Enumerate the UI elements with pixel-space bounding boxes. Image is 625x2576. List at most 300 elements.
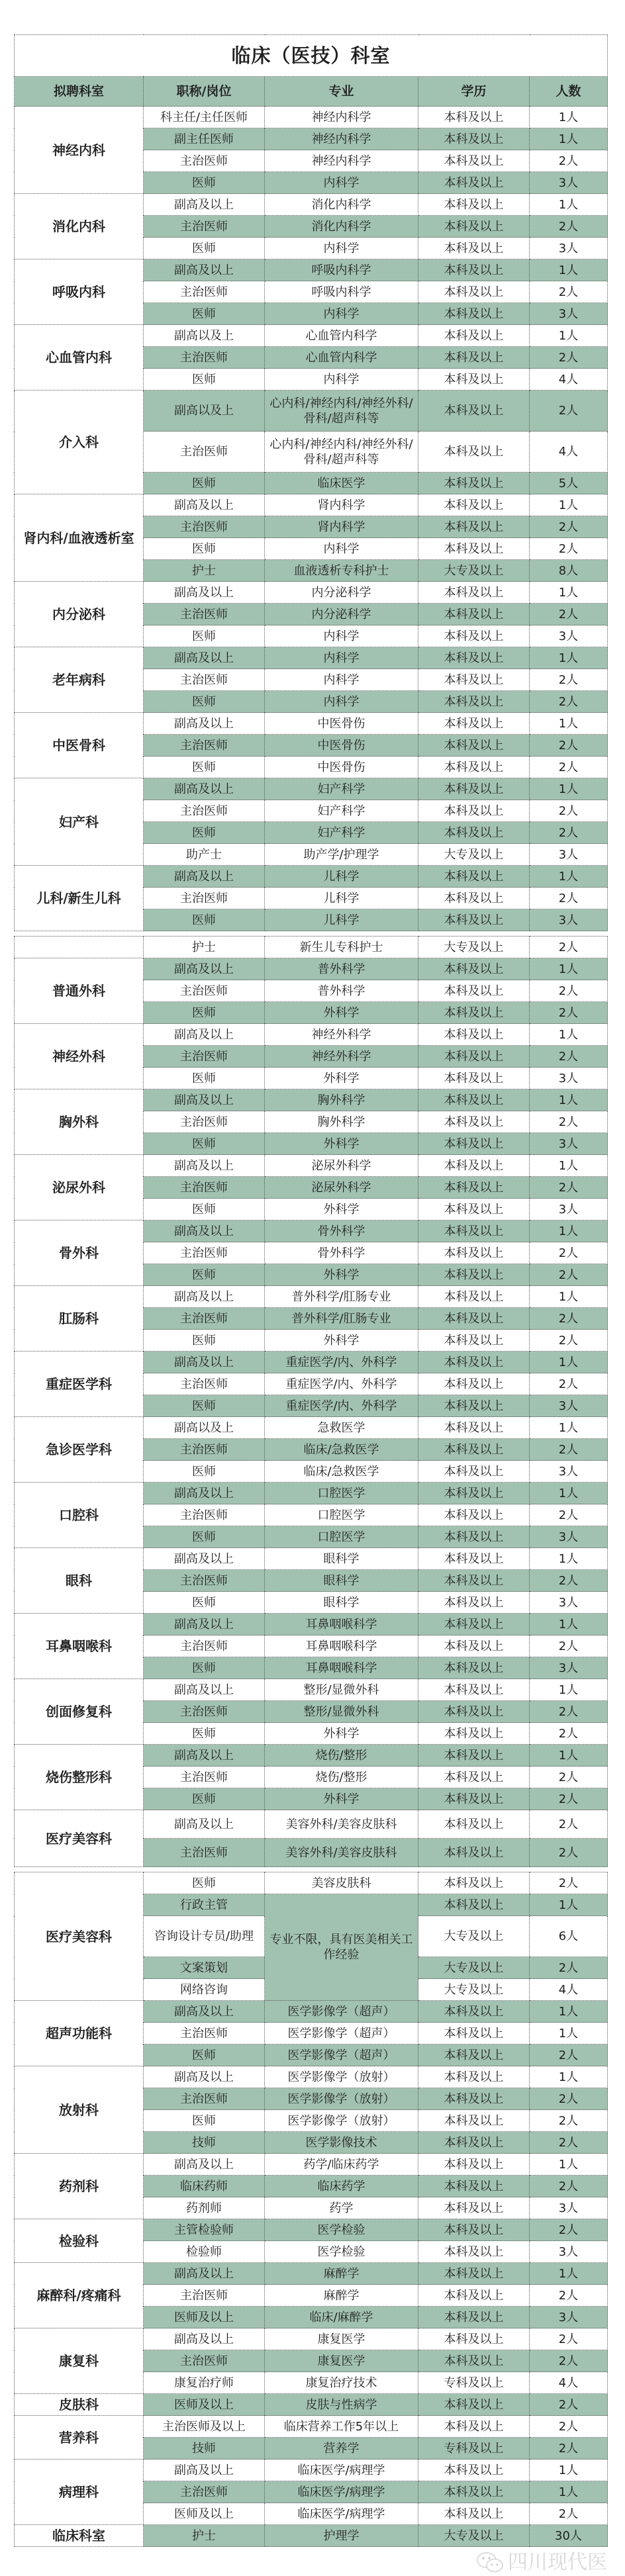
headcount-cell: 1人 <box>530 1024 608 1046</box>
position-cell: 副高及以上 <box>144 2001 265 2023</box>
position-cell: 主治医师 <box>144 1373 265 1395</box>
headcount-cell: 3人 <box>530 1592 608 1614</box>
position-cell: 医师 <box>144 1723 265 1745</box>
position-cell: 副高及以上 <box>144 1483 265 1504</box>
headcount-cell: 1人 <box>530 1155 608 1177</box>
position-cell: 副高及以上 <box>144 1089 265 1111</box>
headcount-cell: 3人 <box>530 238 608 259</box>
table-row <box>15 194 608 216</box>
table-row <box>15 1483 608 1504</box>
column-header: 职称/岗位 <box>144 77 265 107</box>
education-cell: 本科及以上 <box>418 150 530 172</box>
headcount-cell: 2人 <box>530 347 608 369</box>
department-cell: 老年病科 <box>15 647 144 713</box>
position-cell: 副高及以上 <box>144 1745 265 1767</box>
major-cell: 康复医学 <box>265 2350 418 2372</box>
department-cell: 儿科/新生儿科 <box>15 866 144 931</box>
education-cell: 本科及以上 <box>418 2110 530 2132</box>
major-cell: 泌尿外科学 <box>265 1155 418 1177</box>
position-cell: 医师 <box>144 625 265 647</box>
major-cell: 呼吸内科学 <box>265 281 418 303</box>
education-cell: 本科及以上 <box>418 1133 530 1155</box>
major-cell: 消化内科学 <box>265 194 418 216</box>
major-cell: 肾内科学 <box>265 494 418 516</box>
headcount-cell: 1人 <box>530 2023 608 2045</box>
headcount-cell: 1人 <box>530 107 608 128</box>
headcount-cell: 2人 <box>530 1242 608 1264</box>
position-cell: 医师 <box>144 1264 265 1286</box>
education-cell: 本科及以上 <box>418 2481 530 2503</box>
position-cell: 副高及以上 <box>144 1024 265 1046</box>
major-cell: 中医骨伤 <box>265 735 418 757</box>
headcount-cell: 3人 <box>530 1395 608 1417</box>
position-cell: 主治医师 <box>144 1439 265 1461</box>
table-row <box>15 107 608 128</box>
education-cell: 本科及以上 <box>418 1810 530 1839</box>
department-cell: 神经内科 <box>15 107 144 194</box>
headcount-cell: 2人 <box>530 1810 608 1839</box>
education-cell: 本科及以上 <box>418 194 530 216</box>
headcount-cell: 2人 <box>530 2088 608 2110</box>
major-cell: 神经外科学 <box>265 1046 418 1068</box>
major-cell: 妇产科学 <box>265 778 418 800</box>
position-cell: 副高及以上 <box>144 1155 265 1177</box>
education-cell: 本科及以上 <box>418 1330 530 1352</box>
recruitment-table-section <box>14 1872 608 2547</box>
position-cell: 副高及以上 <box>144 1679 265 1701</box>
department-cell: 消化内科 <box>15 194 144 259</box>
headcount-cell: 2人 <box>530 2110 608 2132</box>
education-cell: 本科及以上 <box>418 259 530 281</box>
department-cell: 妇产科 <box>15 778 144 866</box>
table-row <box>15 713 608 735</box>
department-cell <box>15 937 144 958</box>
education-cell: 本科及以上 <box>418 757 530 778</box>
department-cell: 烧伤整形科 <box>15 1745 144 1810</box>
department-cell: 口腔科 <box>15 1483 144 1548</box>
position-cell: 主治医师 <box>144 516 265 538</box>
headcount-cell: 2人 <box>530 735 608 757</box>
major-cell: 内科学 <box>265 669 418 691</box>
headcount-cell: 4人 <box>530 2372 608 2394</box>
headcount-cell: 1人 <box>530 1894 608 1916</box>
education-cell: 本科及以上 <box>418 1483 530 1504</box>
major-cell: 外科学 <box>265 1068 418 1089</box>
position-cell: 副高及以上 <box>144 1548 265 1570</box>
recruitment-table-section <box>14 936 608 1867</box>
position-cell: 副高及以上 <box>144 647 265 669</box>
headcount-cell: 2人 <box>530 1308 608 1330</box>
major-cell: 美容外科/美容皮肤科 <box>265 1810 418 1839</box>
position-cell: 主治医师 <box>144 2088 265 2110</box>
position-cell: 主治医师 <box>144 1046 265 1068</box>
headcount-cell: 2人 <box>530 538 608 560</box>
major-cell: 临床医学 <box>265 473 418 494</box>
headcount-cell: 2人 <box>530 1504 608 1526</box>
recruitment-table-container <box>14 34 607 2576</box>
major-cell: 心内科/神经内科/神经外科/骨科/超声科等 <box>265 391 418 432</box>
education-cell: 本科及以上 <box>418 1111 530 1133</box>
column-header: 拟聘科室 <box>15 77 144 107</box>
education-cell: 本科及以上 <box>418 1839 530 1867</box>
table-row <box>15 2263 608 2285</box>
headcount-cell: 3人 <box>530 1133 608 1155</box>
headcount-cell: 1人 <box>530 1548 608 1570</box>
education-cell: 大专及以上 <box>418 1957 530 1979</box>
headcount-cell: 2人 <box>530 2438 608 2460</box>
major-cell: 骨外科学 <box>265 1220 418 1242</box>
position-cell: 主治医师 <box>144 735 265 757</box>
table-row <box>15 2001 608 2023</box>
position-cell: 技师 <box>144 2132 265 2154</box>
headcount-cell: 1人 <box>530 1417 608 1439</box>
major-cell: 医学影像学（放射） <box>265 2110 418 2132</box>
education-cell: 本科及以上 <box>418 1046 530 1068</box>
education-cell: 本科及以上 <box>418 1872 530 1894</box>
education-cell: 本科及以上 <box>418 582 530 604</box>
education-cell: 本科及以上 <box>418 1199 530 1220</box>
major-cell: 神经外科学 <box>265 1024 418 1046</box>
major-cell: 药学/临床药学 <box>265 2154 418 2176</box>
education-cell: 本科及以上 <box>418 1679 530 1701</box>
table-row <box>15 1872 608 1894</box>
headcount-cell: 2人 <box>530 2045 608 2066</box>
education-cell: 本科及以上 <box>418 128 530 150</box>
major-cell: 胸外科学 <box>265 1111 418 1133</box>
major-cell: 医学检验 <box>265 2241 418 2263</box>
table-row <box>15 1614 608 1635</box>
position-cell: 医师 <box>144 822 265 844</box>
education-cell: 本科及以上 <box>418 1002 530 1024</box>
position-cell: 副高以及上 <box>144 391 265 432</box>
education-cell: 本科及以上 <box>418 1439 530 1461</box>
watermark <box>14 2550 607 2576</box>
position-cell: 主治医师 <box>144 604 265 625</box>
position-cell: 主治医师 <box>144 1570 265 1592</box>
major-cell: 营养学 <box>265 2438 418 2460</box>
headcount-cell: 1人 <box>530 1679 608 1701</box>
position-cell: 医师 <box>144 303 265 325</box>
headcount-cell: 2人 <box>530 2416 608 2438</box>
position-cell: 网络咨询 <box>144 1979 265 2001</box>
education-cell: 本科及以上 <box>418 669 530 691</box>
position-cell: 临床药师 <box>144 2176 265 2197</box>
table-row <box>15 1745 608 1767</box>
position-cell: 医师 <box>144 2110 265 2132</box>
education-cell: 本科及以上 <box>418 888 530 909</box>
position-cell: 技师 <box>144 2438 265 2460</box>
education-cell: 本科及以上 <box>418 1286 530 1308</box>
position-cell: 医师 <box>144 538 265 560</box>
headcount-cell: 1人 <box>530 128 608 150</box>
education-cell: 本科及以上 <box>418 107 530 128</box>
department-cell: 介入科 <box>15 391 144 494</box>
major-cell: 眼科学 <box>265 1548 418 1570</box>
department-cell: 普通外科 <box>15 958 144 1024</box>
headcount-cell: 5人 <box>530 473 608 494</box>
position-cell: 检验师 <box>144 2241 265 2263</box>
education-cell: 本科及以上 <box>418 713 530 735</box>
table-row <box>15 1220 608 1242</box>
table-row <box>15 259 608 281</box>
headcount-cell: 2人 <box>530 1723 608 1745</box>
major-cell: 麻醉学 <box>265 2285 418 2307</box>
education-cell: 本科及以上 <box>418 473 530 494</box>
position-cell: 副高及以上 <box>144 1810 265 1839</box>
headcount-cell: 1人 <box>530 958 608 980</box>
headcount-cell: 2人 <box>530 800 608 822</box>
major-cell: 烧伤/整形 <box>265 1745 418 1767</box>
major-cell: 康复医学 <box>265 2328 418 2350</box>
position-cell: 护士 <box>144 937 265 958</box>
position-cell: 主治医师及以上 <box>144 2416 265 2438</box>
education-cell: 本科及以上 <box>418 1373 530 1395</box>
department-cell: 泌尿外科 <box>15 1155 144 1220</box>
education-cell: 本科及以上 <box>418 2132 530 2154</box>
education-cell: 本科及以上 <box>418 1264 530 1286</box>
education-cell: 专科及以上 <box>418 2372 530 2394</box>
position-cell: 副高以及上 <box>144 1417 265 1439</box>
headcount-cell: 2人 <box>530 1788 608 1810</box>
page-break <box>14 931 607 936</box>
major-cell: 内科学 <box>265 238 418 259</box>
position-cell: 主治医师 <box>144 800 265 822</box>
education-cell: 本科及以上 <box>418 2503 530 2525</box>
major-cell: 消化内科学 <box>265 216 418 238</box>
department-cell: 中医骨科 <box>15 713 144 778</box>
major-cell: 麻醉学 <box>265 2263 418 2285</box>
major-cell: 心血管内科学 <box>265 347 418 369</box>
position-cell: 主治医师 <box>144 980 265 1002</box>
major-cell: 普外科学/肛肠专业 <box>265 1286 418 1308</box>
headcount-cell: 2人 <box>530 1957 608 1979</box>
column-header: 人数 <box>530 77 608 107</box>
department-cell: 肛肠科 <box>15 1286 144 1352</box>
headcount-cell: 3人 <box>530 2197 608 2219</box>
position-cell: 主治医师 <box>144 432 265 473</box>
education-cell: 本科及以上 <box>418 1461 530 1483</box>
watermark-text: 四川现代医 <box>508 2551 607 2574</box>
headcount-cell: 3人 <box>530 172 608 194</box>
headcount-cell: 2人 <box>530 1570 608 1592</box>
table-row <box>15 647 608 669</box>
headcount-cell: 2人 <box>530 604 608 625</box>
headcount-cell: 2人 <box>530 757 608 778</box>
position-cell: 行政主管 <box>144 1894 265 1916</box>
headcount-cell: 1人 <box>530 1745 608 1767</box>
major-cell: 儿科学 <box>265 888 418 909</box>
position-cell: 副高及以上 <box>144 1220 265 1242</box>
department-cell: 耳鼻咽喉科 <box>15 1614 144 1679</box>
page-break <box>14 1867 607 1872</box>
major-cell: 临床/急救医学 <box>265 1461 418 1483</box>
education-cell: 本科及以上 <box>418 1177 530 1199</box>
position-cell: 副高及以上 <box>144 494 265 516</box>
department-cell: 重症医学科 <box>15 1352 144 1417</box>
education-cell: 本科及以上 <box>418 2197 530 2219</box>
headcount-cell: 4人 <box>530 432 608 473</box>
education-cell: 本科及以上 <box>418 1788 530 1810</box>
table-row <box>15 1155 608 1177</box>
education-cell: 本科及以上 <box>418 2176 530 2197</box>
table-row <box>15 2416 608 2438</box>
education-cell: 本科及以上 <box>418 172 530 194</box>
major-cell: 外科学 <box>265 1330 418 1352</box>
table-row <box>15 1548 608 1570</box>
department-cell: 放射科 <box>15 2066 144 2154</box>
position-cell: 副高及以上 <box>144 2460 265 2481</box>
position-cell: 主治医师 <box>144 669 265 691</box>
table-row <box>15 958 608 980</box>
education-cell: 本科及以上 <box>418 1526 530 1548</box>
education-cell: 本科及以上 <box>418 2154 530 2176</box>
position-cell: 医师 <box>144 1330 265 1352</box>
table-row <box>15 1024 608 1046</box>
department-cell: 检验科 <box>15 2219 144 2263</box>
department-cell: 肾内科/血液透析室 <box>15 494 144 582</box>
position-cell: 医师 <box>144 909 265 931</box>
position-cell: 科主任/主任医师 <box>144 107 265 128</box>
major-cell: 重症医学/内、外科学 <box>265 1352 418 1373</box>
position-cell: 医师 <box>144 1461 265 1483</box>
headcount-cell: 30人 <box>530 2525 608 2547</box>
education-cell: 本科及以上 <box>418 2045 530 2066</box>
major-cell: 临床/急救医学 <box>265 1439 418 1461</box>
position-cell: 主治医师 <box>144 347 265 369</box>
education-cell: 本科及以上 <box>418 281 530 303</box>
major-cell: 新生儿专科护士 <box>265 937 418 958</box>
headcount-cell: 2人 <box>530 2503 608 2525</box>
position-cell: 副高以及上 <box>144 325 265 347</box>
major-cell: 整形/显微外科 <box>265 1679 418 1701</box>
headcount-cell: 1人 <box>530 1220 608 1242</box>
headcount-cell: 1人 <box>530 778 608 800</box>
headcount-cell: 2人 <box>530 1002 608 1024</box>
education-cell: 本科及以上 <box>418 1242 530 1264</box>
column-header: 专业 <box>265 77 418 107</box>
education-cell: 本科及以上 <box>418 625 530 647</box>
major-cell: 医学影像学（放射） <box>265 2066 418 2088</box>
education-cell: 本科及以上 <box>418 2416 530 2438</box>
position-cell: 医师 <box>144 238 265 259</box>
major-cell: 临床医学/病理学 <box>265 2460 418 2481</box>
education-cell: 本科及以上 <box>418 2219 530 2241</box>
position-cell: 副高及以上 <box>144 194 265 216</box>
headcount-cell: 2人 <box>530 2394 608 2416</box>
headcount-cell: 3人 <box>530 844 608 866</box>
education-cell: 本科及以上 <box>418 303 530 325</box>
major-cell: 内科学 <box>265 691 418 713</box>
major-cell: 临床营养工作5年以上 <box>265 2416 418 2438</box>
table-row <box>15 937 608 958</box>
major-cell: 外科学 <box>265 1723 418 1745</box>
major-cell: 内科学 <box>265 303 418 325</box>
headcount-cell: 1人 <box>530 582 608 604</box>
position-cell: 副高及以上 <box>144 2154 265 2176</box>
headcount-cell: 3人 <box>530 1461 608 1483</box>
position-cell: 医师 <box>144 1657 265 1679</box>
position-cell: 主治医师 <box>144 281 265 303</box>
education-cell: 本科及以上 <box>418 516 530 538</box>
education-cell: 本科及以上 <box>418 494 530 516</box>
headcount-cell: 1人 <box>530 713 608 735</box>
department-cell: 医疗美容科 <box>15 1872 144 2001</box>
major-cell: 内科学 <box>265 647 418 669</box>
position-cell: 主治医师 <box>144 2350 265 2372</box>
headcount-cell: 1人 <box>530 2154 608 2176</box>
position-cell: 医师 <box>144 172 265 194</box>
major-cell: 护理学 <box>265 2525 418 2547</box>
education-cell: 本科及以上 <box>418 2066 530 2088</box>
position-cell: 医师 <box>144 691 265 713</box>
education-cell: 本科及以上 <box>418 432 530 473</box>
department-cell: 药剂科 <box>15 2154 144 2219</box>
position-cell: 副高及以上 <box>144 778 265 800</box>
table-header-row <box>15 77 608 107</box>
headcount-cell: 2人 <box>530 2176 608 2197</box>
education-cell: 本科及以上 <box>418 1745 530 1767</box>
headcount-cell: 2人 <box>530 669 608 691</box>
major-cell: 美容外科/美容皮肤科 <box>265 1839 418 1867</box>
major-cell: 医学检验 <box>265 2219 418 2241</box>
education-cell: 大专及以上 <box>418 560 530 582</box>
major-cell: 泌尿外科学 <box>265 1177 418 1199</box>
major-cell: 普外科学 <box>265 958 418 980</box>
position-cell: 主治医师 <box>144 216 265 238</box>
headcount-cell: 2人 <box>530 2350 608 2372</box>
headcount-cell: 1人 <box>530 2066 608 2088</box>
headcount-cell: 1人 <box>530 1352 608 1373</box>
education-cell: 本科及以上 <box>418 2001 530 2023</box>
education-cell: 本科及以上 <box>418 1395 530 1417</box>
headcount-cell: 1人 <box>530 259 608 281</box>
headcount-cell: 2人 <box>530 2219 608 2241</box>
major-cell: 内分泌科学 <box>265 604 418 625</box>
education-cell: 本科及以上 <box>418 1592 530 1614</box>
major-cell: 普外科学/肛肠专业 <box>265 1308 418 1330</box>
position-cell: 医师 <box>144 1199 265 1220</box>
position-cell: 副高及以上 <box>144 2328 265 2350</box>
headcount-cell: 2人 <box>530 2132 608 2154</box>
major-cell: 皮肤与性病学 <box>265 2394 418 2416</box>
headcount-cell: 1人 <box>530 325 608 347</box>
table-row <box>15 866 608 888</box>
education-cell: 本科及以上 <box>418 866 530 888</box>
headcount-cell: 2人 <box>530 391 608 432</box>
major-cell: 心血管内科学 <box>265 325 418 347</box>
major-cell: 神经内科学 <box>265 128 418 150</box>
position-cell: 副高及以上 <box>144 582 265 604</box>
major-cell: 普外科学 <box>265 980 418 1002</box>
table-row <box>15 778 608 800</box>
department-cell: 康复科 <box>15 2328 144 2394</box>
education-cell: 本科及以上 <box>418 735 530 757</box>
position-cell: 主治医师 <box>144 1242 265 1264</box>
position-cell: 医师 <box>144 1788 265 1810</box>
position-cell: 医师 <box>144 1592 265 1614</box>
position-cell: 主治医师 <box>144 2481 265 2503</box>
headcount-cell: 1人 <box>530 2263 608 2285</box>
major-cell: 内分泌科学 <box>265 582 418 604</box>
major-cell: 医学影像学（超声） <box>265 2045 418 2066</box>
position-cell: 主治医师 <box>144 1504 265 1526</box>
department-cell: 急诊医学科 <box>15 1417 144 1483</box>
table-row <box>15 2460 608 2481</box>
position-cell: 副高及以上 <box>144 713 265 735</box>
education-cell: 本科及以上 <box>418 1701 530 1723</box>
major-cell: 眼科学 <box>265 1570 418 1592</box>
position-cell: 医师 <box>144 1002 265 1024</box>
